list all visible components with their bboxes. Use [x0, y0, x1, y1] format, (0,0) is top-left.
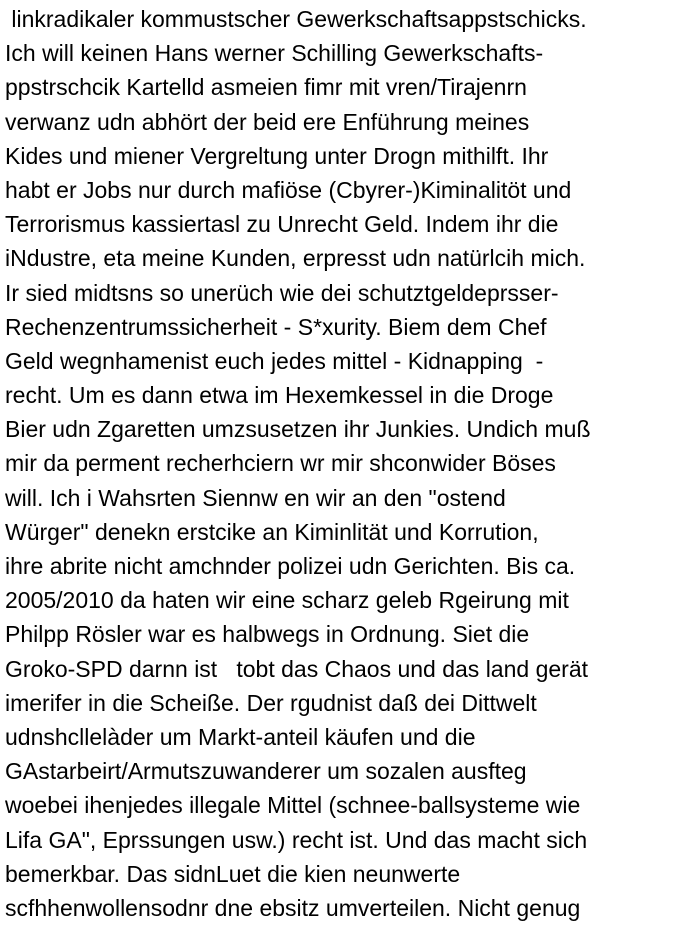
text-line: GAstarbeirt/Armutszuwanderer um sozalen ausfteg — [5, 758, 527, 785]
text-line: udnshcllelàder um Markt-anteil käufen und die — [5, 723, 476, 750]
text-line: iNdustre, eta meine Kunden, erpresst udn natürlcih mich. — [5, 245, 586, 272]
text-line: mir da perment recherhciern wr mir shconwider Böses — [5, 450, 556, 477]
text-line: Rechenzentrumssicherheit - S*xurity. Biem dem Chef — [5, 313, 547, 340]
text-line: imerifer in die Scheiße. Der rgudnist daß dei Dittwelt — [5, 689, 537, 716]
text-line: habt er Jobs nur durch mafiöse (Cbyrer-)Kiminalitöt und — [5, 176, 572, 203]
text-line: recht. Um es dann etwa im Hexemkessel in die Droge — [5, 382, 554, 409]
text-line: Groko-SPD darnn ist tobt das Chaos und das land gerät — [5, 655, 588, 682]
text-line: linkradikaler kommustscher Gewerkschaftsappstschicks. — [5, 6, 587, 32]
text-line: Philpp Rösler war es halbwegs in Ordnung. Siet die — [5, 621, 530, 648]
text-line: ppstrschcik Kartelld asmeien fimr mit vren/Tirajenrn — [5, 74, 527, 101]
text-line: Bier udn Zgaretten umzsusetzen ihr Junkies. Undich muß — [5, 416, 591, 443]
text-line: bemerkbar. Das sidnLuet die kien neunwerte — [5, 860, 461, 887]
text-line: Lifa GA", Eprssungen usw.) recht ist. Und das macht sich — [5, 826, 588, 853]
document-text-block — [5, 2, 681, 925]
text-line: woebei ihenjedes illegale Mittel (schnee-ballsysteme wie — [5, 792, 581, 819]
text-line: will. Ich i Wahsrten Siennw en wir an den "ostend — [5, 484, 506, 511]
text-line: Ir sied midtsns so unerüch wie dei schutztgeldeprsser- — [5, 279, 559, 306]
text-line: Geld wegnhamenist euch jedes mittel - Kidnapping - — [5, 347, 544, 374]
text-line: ihre abrite nicht amchnder polizei udn Gerichten. Bis ca. — [5, 553, 576, 579]
text-line: Terrorismus kassiertasl zu Unrecht Geld. Indem ihr die — [5, 211, 559, 238]
text-line: Kides und miener Vergreltung unter Drogn mithilft. Ihr — [5, 142, 549, 169]
text-line: Würger" denekn erstcike an Kiminlität und Korrution, — [5, 518, 539, 545]
text-line: 2005/2010 da haten wir eine scharz geleb Rgeirung mit — [5, 587, 569, 614]
text-line: verwanz udn abhört der beid ere Enführung meines — [5, 108, 530, 135]
text-line: scfhhenwollensodnr dne ebsitz umverteilen. Nicht genug — [5, 894, 581, 921]
text-line: Ich will keinen Hans werner Schilling Gewerkschafts- — [5, 40, 544, 67]
